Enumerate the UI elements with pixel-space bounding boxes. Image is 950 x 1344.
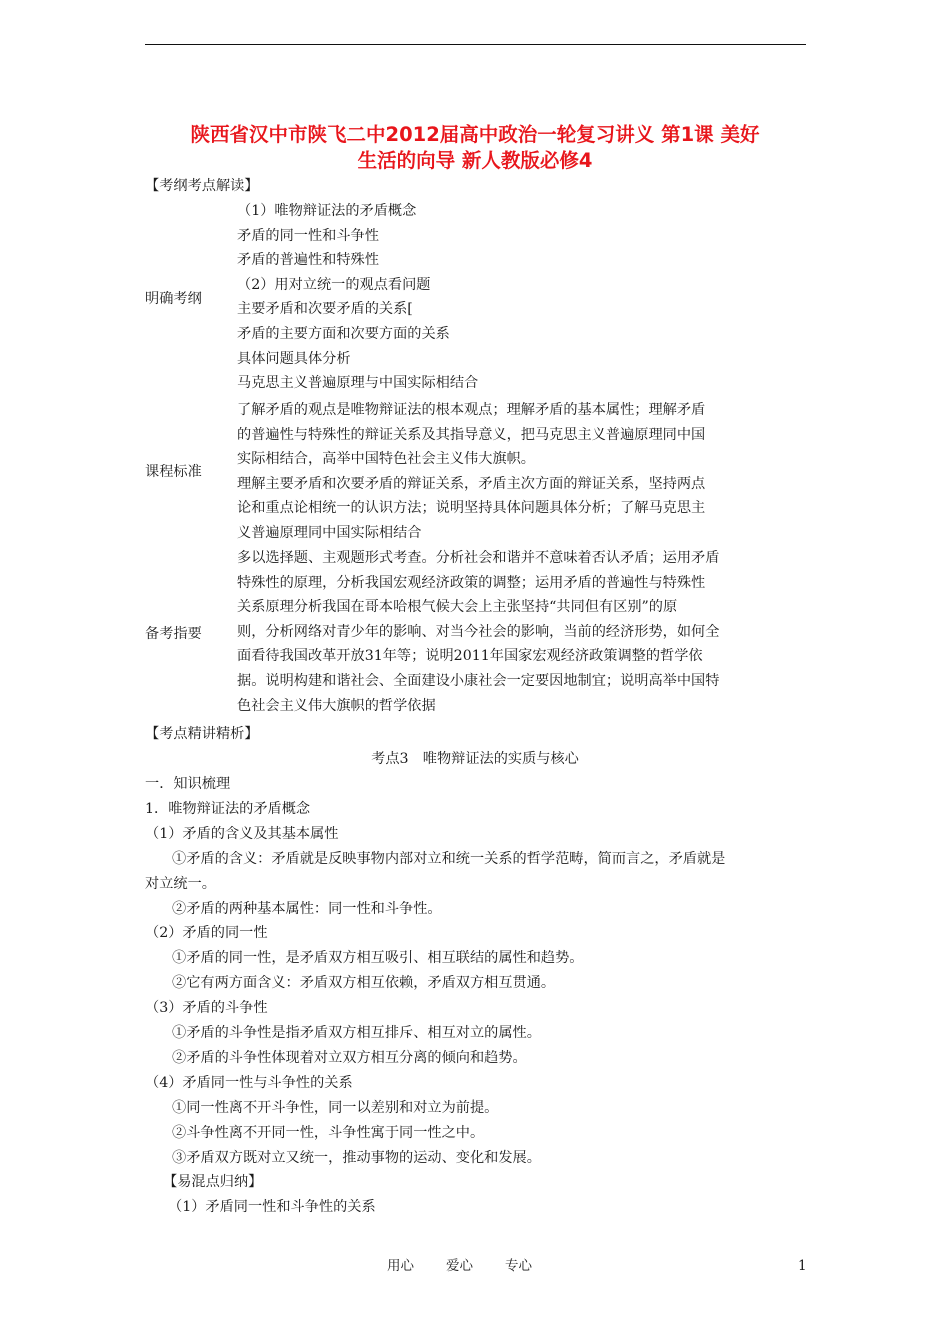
page-number: 1 <box>798 1258 807 1274</box>
syllabus-line: 矛盾的同一性和斗争性 <box>237 227 379 244</box>
curriculum-line: 义普遍原理同中国实际相结合 <box>237 524 422 541</box>
curriculum-line: 实际相结合，高举中国特色社会主义伟大旗帜。 <box>237 451 535 468</box>
exam-guide-line: 据。说明构建和谐社会、全面建设小康社会一定要因地制宜；说明高举中国特 <box>237 672 720 689</box>
exam-guide-line: 多以选择题、主观题形式考查。分析社会和谐并不意味着否认矛盾；运用矛盾 <box>237 550 720 566</box>
body-line: ③矛盾双方既对立又统一，推动事物的运动、变化和发展。 <box>172 1150 541 1166</box>
syllabus-line: 矛盾的普遍性和特殊性 <box>237 252 379 269</box>
exam-guide-line: 色社会主义伟大旗帜的哲学依据 <box>237 697 436 714</box>
title-line-1: 陕西省汉中市陕飞二中2012届高中政治一轮复习讲义 第1课 美好 <box>190 123 760 146</box>
body-line: （1）矛盾同一性和斗争性的关系 <box>168 1199 376 1215</box>
body-line: ②矛盾的两种基本属性：同一性和斗争性。 <box>172 901 442 917</box>
body-line: ②它有两方面含义：矛盾双方相互依赖，矛盾双方相互贯通。 <box>172 975 556 991</box>
exam-guide-line: 面看待我国改革开放31年等；说明2011年国家宏观经济政策调整的哲学依 <box>237 648 703 665</box>
syllabus-line: 马克思主义普遍原理与中国实际相结合 <box>237 375 479 392</box>
footer-motto-1: 用心 <box>387 1258 414 1274</box>
curriculum-line: 的普遍性与特殊性的辩证关系及其指导意义，把马克思主义普遍原理同中国 <box>237 426 706 443</box>
syllabus-line: （2）用对立统一的观点看问题 <box>237 276 431 293</box>
row-label-syllabus: 明确考纲 <box>145 291 202 307</box>
curriculum-line: 论和重点论相统一的认识方法；说明坚持具体问题具体分析；了解马克思主 <box>237 500 706 517</box>
row-label-curriculum: 课程标准 <box>145 464 202 480</box>
body-line: ②矛盾的斗争性体现着对立双方相互分离的倾向和趋势。 <box>172 1050 527 1066</box>
curriculum-line: 了解矛盾的观点是唯物辩证法的根本观点；理解矛盾的基本属性；理解矛盾 <box>237 402 706 418</box>
body-line: 【易混点归纳】 <box>163 1174 263 1190</box>
section-heading-outline: 【考纲考点解读】 <box>145 178 259 194</box>
exam-guide-line: 关系原理分析我国在哥本哈根气候大会上主张坚持“共同但有区别”的原 <box>237 599 678 616</box>
row-content-syllabus <box>237 199 790 396</box>
document-title <box>140 122 810 174</box>
footer-motto-2: 爱心 <box>446 1258 473 1274</box>
curriculum-line: 理解主要矛盾和次要矛盾的辩证关系，矛盾主次方面的辩证关系，坚持两点 <box>237 475 706 492</box>
body-line: 对立统一。 <box>145 876 216 892</box>
body-line: 1．唯物辩证法的矛盾概念 <box>145 801 311 817</box>
exam-guide-line: 特殊性的原理，分析我国宏观经济政策的调整；运用矛盾的普遍性与特殊性 <box>237 574 706 591</box>
footer-motto-3: 专心 <box>505 1258 532 1274</box>
syllabus-line: 具体问题具体分析 <box>237 350 351 367</box>
exam-guide-line: 则，分析网络对青少年的影响、对当今社会的影响，当前的经济形势，如何全 <box>237 623 720 640</box>
body-line: ①矛盾的含义：矛盾就是反映事物内部对立和统一关系的哲学范畴，简而言之，矛盾就是 <box>172 851 726 867</box>
section-heading-analysis: 【考点精讲精析】 <box>145 726 259 742</box>
row-content-exam-guide <box>237 546 790 718</box>
syllabus-line: 矛盾的主要方面和次要方面的关系 <box>237 325 450 342</box>
body-line: （2）矛盾的同一性 <box>145 925 268 941</box>
body-line: （3）矛盾的斗争性 <box>145 1000 268 1016</box>
header-rule <box>145 44 806 45</box>
body-line: 一．知识梳理 <box>145 776 231 792</box>
body-line: （1）矛盾的含义及其基本属性 <box>145 826 339 842</box>
row-content-curriculum <box>237 398 790 546</box>
syllabus-line: 主要矛盾和次要矛盾的关系[ <box>237 301 413 318</box>
title-line-2: 生活的向导 新人教版必修4 <box>357 149 593 172</box>
topic-title: 考点3 唯物辩证法的实质与核心 <box>371 751 579 767</box>
body-line: ①矛盾的同一性，是矛盾双方相互吸引、相互联结的属性和趋势。 <box>172 950 584 966</box>
syllabus-line: （1）唯物辩证法的矛盾概念 <box>237 203 417 219</box>
body-line: ①同一性离不开斗争性，同一以差别和对立为前提。 <box>172 1100 499 1116</box>
body-line: ②斗争性离不开同一性，斗争性寓于同一性之中。 <box>172 1125 485 1141</box>
row-label-exam-guide: 备考指要 <box>145 626 202 642</box>
body-line: （4）矛盾同一性与斗争性的关系 <box>145 1075 353 1091</box>
body-line: ①矛盾的斗争性是指矛盾双方相互排斥、相互对立的属性。 <box>172 1025 541 1041</box>
